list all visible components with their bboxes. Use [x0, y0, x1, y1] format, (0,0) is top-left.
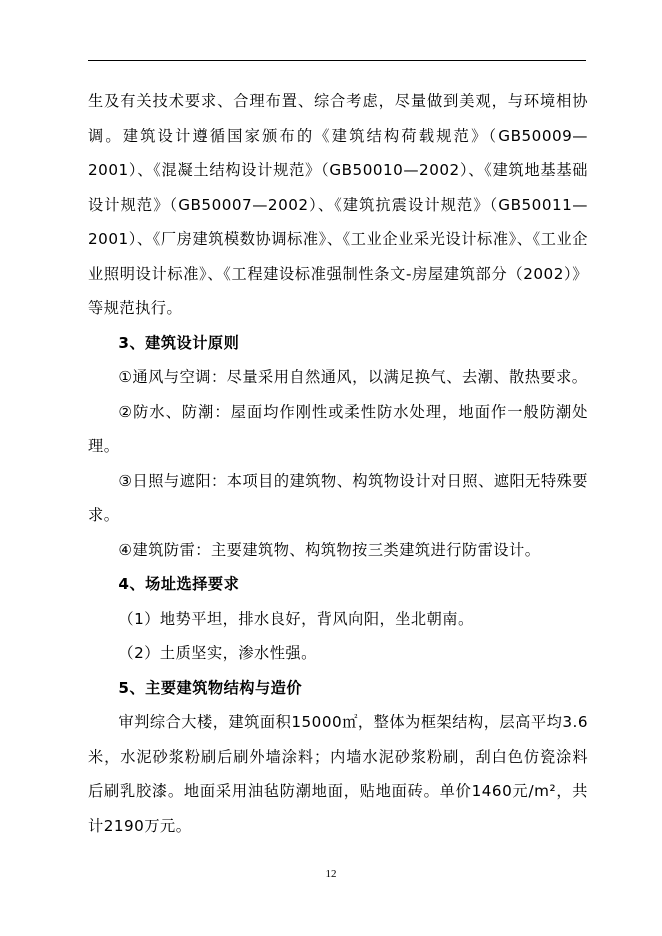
- paragraph-site-soil: （2）土质坚实，渗水性强。: [118, 644, 317, 662]
- paragraph-ventilation: ①通风与空调：尽量采用自然通风，以满足换气、去潮、散热要求。: [118, 368, 588, 386]
- heading-site-selection: 4、场址选择要求: [118, 575, 240, 593]
- paragraph-sunshading: ③日照与遮阳：本项目的建筑物、构筑物设计对日照、遮阳无特殊要求。: [88, 471, 588, 524]
- paragraph-site-terrain: （1）地势平坦，排水良好，背风向阳，坐北朝南。: [118, 609, 474, 628]
- paragraph-building-standards: 生及有关技术要求、合理布置、综合考虑，尽量做到美观，与环境相协调。建筑设计遵循国家颁布的《建筑结构荷载规范》（GB50009—2001）、《混凝土结构设计规范》（GB50010—2002）、《建筑地基基础设计规范》（GB50007—2002）、《建筑抗震设计规范》（GB50011—2001）、《厂房建筑模数协调标准》、《工业企业采光设计标准》、《工业企业照明设计标准》、《工程建设标准强制性条文-房屋建筑部分（2002）》等规范执行。: [88, 92, 588, 317]
- document-body: [88, 84, 588, 843]
- heading-design-principles: 3、建筑设计原则: [118, 333, 240, 352]
- heading-structure-cost: 5、主要建筑物结构与造价: [118, 678, 303, 697]
- header-rule: [88, 60, 586, 61]
- page-number: 12: [325, 868, 337, 880]
- paragraph-lightning-protection: ④建筑防雷：主要建筑物、构筑物按三类建筑进行防雷设计。: [118, 540, 541, 559]
- paragraph-waterproofing: ②防水、防潮：屋面均作刚性或柔性防水处理，地面作一般防潮处理。: [88, 402, 588, 455]
- paragraph-trial-building: 审判综合大楼，建筑面积15000㎡，整体为框架结构，层高平均3.6米，水泥砂浆粉刷后刷外墙涂料；内墙水泥砂浆粉刷，刮白色仿瓷涂料后刷乳胶漆。地面采用油毡防潮地面，贴地面砖。单价1460元/m²，共计2190万元。: [88, 713, 588, 835]
